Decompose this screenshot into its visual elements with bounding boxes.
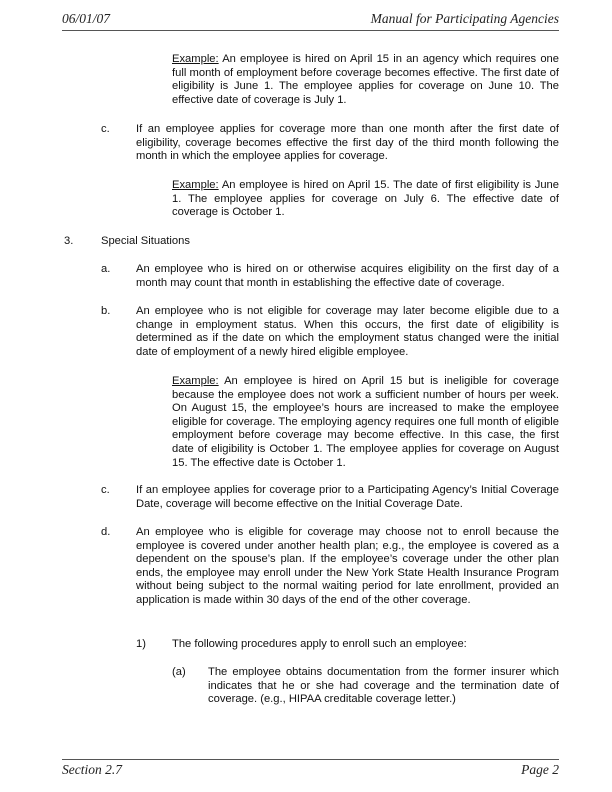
footer-section: Section 2.7	[62, 762, 122, 777]
list-item-text: If an employee applies for coverage prior to a Participating Agency’s Initial Coverage Date, coverage will become effective on the Initial Coverage Date.	[136, 484, 559, 510]
example-label: Example:	[172, 375, 219, 387]
example-paragraph	[172, 179, 559, 220]
header-date: 06/01/07	[62, 11, 111, 26]
list-marker: c.	[101, 484, 110, 496]
example-label: Example:	[172, 179, 219, 191]
section-heading: Special Situations	[101, 235, 190, 247]
list-marker: 1)	[136, 638, 146, 650]
example-label: Example:	[172, 53, 219, 65]
list-marker: (a)	[172, 666, 186, 678]
list-item-text: The following procedures apply to enroll such an employee:	[172, 638, 467, 650]
list-marker: c.	[101, 123, 110, 135]
section-number: 3.	[64, 235, 74, 247]
list-marker: a.	[101, 263, 111, 275]
example-text: An employee is hired on April 15 but is ineligible for coverage because the employee does not work a sufficient number of hours per week. On August 15, the employee’s hours are increased to make the employee eligible for coverage. The employing agency requires one full month of eligible employment before coverage may become effective. In this case, the first date of eligibility is October 1. The employee applies for coverage on August 15. The effective date is October 1.	[172, 375, 559, 469]
page-header	[62, 10, 559, 31]
header-title: Manual for Participating Agencies	[370, 11, 559, 26]
list-item-text: An employee who is eligible for coverage may choose not to enroll because the employee is covered under another health plan; e.g., the employee is covered as a dependent on the spouse’s plan. If the employee’s coverage under the other plan ends, the employee may enroll under the New York State Health Insurance Program without being subject to the normal waiting period for late enrollment, provided an application is made within 30 days of the end of the other coverage.	[136, 526, 559, 606]
example-paragraph	[172, 375, 559, 470]
page-footer	[62, 759, 559, 781]
example-text: An employee is hired on April 15 in an agency which requires one full month of employment before coverage becomes effective. The first date of eligibility is June 1. The employee applies for coverage on June 10. The effective date of coverage is July 1.	[172, 53, 559, 106]
list-item-text: The employee obtains documentation from the former insurer which indicates that he or she had coverage and the termination date of coverage. (e.g., HIPAA creditable coverage letter.)	[208, 666, 559, 706]
example-text: An employee is hired on April 15. The date of first eligibility is June 1. The employee applies for coverage on July 6. The effective date of coverage is October 1.	[172, 179, 559, 219]
list-item-text: An employee who is not eligible for coverage may later become eligible due to a change in employment status. When this occurs, the first date of eligibility is determined as if the date on which the employment status changed were the initial date of employment of a newly hired eligible employee.	[136, 305, 559, 358]
footer-page-number: Page 2	[521, 762, 559, 777]
list-marker: d.	[101, 526, 111, 538]
list-item-text: An employee who is hired on or otherwise acquires eligibility on the first day of a month may count that month in establishing the effective date of coverage.	[136, 263, 559, 289]
list-marker: b.	[101, 305, 111, 317]
example-paragraph	[172, 53, 559, 107]
list-item-text: If an employee applies for coverage more than one month after the first date of eligibility, coverage becomes effective the first day of the third month following the month in which the employee applies for coverage.	[136, 123, 559, 163]
